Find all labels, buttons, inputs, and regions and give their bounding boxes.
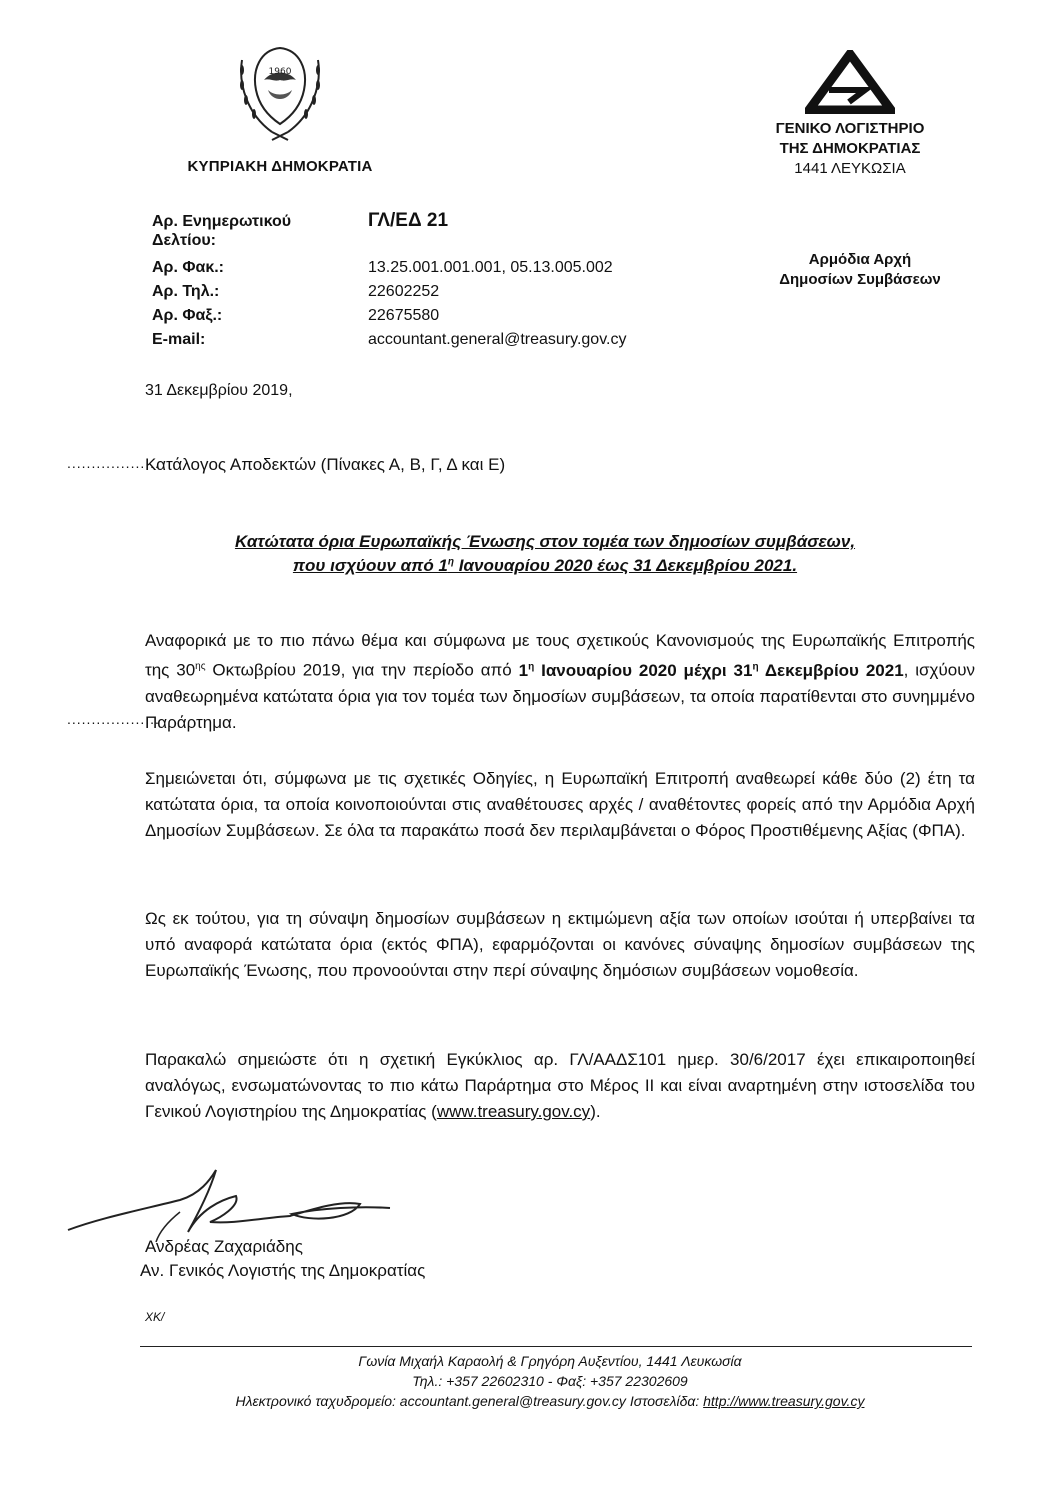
paragraph-4: Παρακαλώ σημειώστε ότι η σχετική Εγκύκλιος αρ. ΓΛ/ΑΑΔΣ101 ημερ. 30/6/2017 έχει επικαιροποιηθεί αναλόγως, ενσωματώνοντας το πιο κάτω Παράρτημα στο Μέρος ΙΙ και είναι αναρτημένη στην ιστοσελίδα του Γενικού Λογιστηρίου της Δημοκρατίας (www.treasury.gov.cy). (145, 1050, 975, 1121)
treasury-name-line1: ΓΕΝΙΚΟ ΛΟΓΙΣΤΗΡΙΟ (775, 120, 925, 137)
treasury-name-line2: ΤΗΣ ΔΗΜΟΚΡΑΤΙΑΣ (779, 140, 921, 157)
tel-label: Αρ. Τηλ.: (152, 283, 220, 300)
paragraph-3: Ως εκ τούτου, για τη σύναψη δημοσίων συμβάσεων η εκτιμώμενη αξία των οποίων ισούται ή υπερβαίνει τα υπό αναφορά κατώτατα όρια (εκτός ΦΠΑ), εφαρμόζονται οι κανόνες σύναψης δημοσίων συμβάσεων της Ευρωπαϊκής Ένωσης, που προνοούνται στην περί σύναψης δημόσιων συμβάσεων νομοθεσία. (145, 909, 975, 980)
footer-divider (140, 1346, 972, 1347)
margin-dots-2: ................... (67, 711, 160, 727)
bulletin-number: ΓΛ/ΕΔ 21 (368, 210, 449, 231)
fax-value: 22675580 (368, 307, 440, 324)
footer-phone: Τηλ.: +357 22602310 - Φαξ: +357 22302609 (412, 1373, 688, 1389)
signatory-title: Αν. Γενικός Λογιστής της Δημοκρατίας (140, 1261, 426, 1280)
bulletin-label-line2: Δελτίου: (152, 232, 216, 249)
fax-label: Αρ. Φαξ.: (152, 307, 223, 324)
footer-website-link[interactable]: http://www.treasury.gov.cy (703, 1393, 865, 1409)
bulletin-label-line1: Αρ. Ενημερωτικού (152, 213, 292, 230)
signatory-name: Ανδρέας Ζαχαριάδης (145, 1237, 303, 1256)
subject-line2: που ισχύουν από $1^\eta$ Ιανουαρίου 2020 έως 31 Δεκεμβρίου 2021. (292, 556, 798, 575)
file-label: Αρ. Φακ.: (152, 259, 225, 276)
paragraph-2: Σημειώνεται ότι, σύμφωνα με τις σχετικές Οδηγίες, η Ευρωπαϊκή Επιτροπή αναθεωρεί κάθε δύο (2) έτη τα κατώτατα όρια, τα οποία κοινοποιούνται στις αναθέτουσες αρχές / αναθέτοντες φορείς από την Αρμόδια Αρχή Δημοσίων Συμβάσεων. Σε όλα τα παρακάτω ποσά δεν περιλαμβάνεται ο Φόρος Προστιθέμενης Αξίας (ΦΠΑ). (145, 769, 975, 840)
authority-line1: Αρμόδια Αρχή (808, 251, 912, 268)
website-link[interactable]: www.treasury.gov.cy (436, 1102, 591, 1121)
svg-text:1960: 1960 (268, 67, 292, 77)
footer-contact: Ηλεκτρονικό ταχυδρομείο: accountant.general@treasury.gov.cy Ιστοσελίδα: http://www.treasury.gov.cy (235, 1393, 865, 1409)
letter-date: 31 Δεκεμβρίου 2019, (145, 382, 293, 399)
email-label: E-mail: (152, 331, 206, 348)
authority-line2: Δημοσίων Συμβάσεων (779, 271, 941, 288)
subject-line1: Κατώτατα όρια Ευρωπαϊκής Ένωσης στον τομέα των δημοσίων συμβάσεων, (234, 532, 856, 551)
cyprus-coat-of-arms-icon (230, 40, 330, 150)
treasury-logo-icon (805, 50, 895, 114)
margin-dots: ................... (67, 455, 160, 471)
tel-value: 22602252 (368, 283, 440, 300)
email-value: accountant.general@treasury.gov.cy (368, 331, 627, 348)
country-title: ΚΥΠΡΙΑΚΗ ΔΗΜΟΚΡΑΤΙΑ (187, 158, 373, 175)
footer-address: Γωνία Μιχαήλ Καραολή & Γρηγόρη Αυξεντίου, 1441 Λευκωσία (358, 1353, 742, 1369)
file-value: 13.25.001.001.001, 05.13.005.002 (368, 259, 613, 276)
typist-initials: ΧΚ/ (145, 1310, 165, 1324)
treasury-city: 1441 ΛΕΥΚΩΣΙΑ (794, 160, 906, 177)
recipients-line: Κατάλογος Αποδεκτών (Πίνακες Α, Β, Γ, Δ και Ε) (145, 455, 506, 474)
paragraph-1: Αναφορικά με το πιο πάνω θέμα και σύμφωνα με τους σχετικούς Κανονισμούς της Ευρωπαϊκής Επιτροπής της $30^{\eta\varsigma}$ Οκτωβρίου 2019, για την περίοδο από $1^\eta$ Ιανουαρίου 2020 μέχρι $31^\eta$ Δεκεμβρίου 2021, ισχύουν αναθεωρημένα κατώτατα όρια για τον τομέα των δημοσίων συμβάσεων, τα οποία παρατίθενται στο συνημμένο Παράρτημα. (145, 631, 976, 732)
